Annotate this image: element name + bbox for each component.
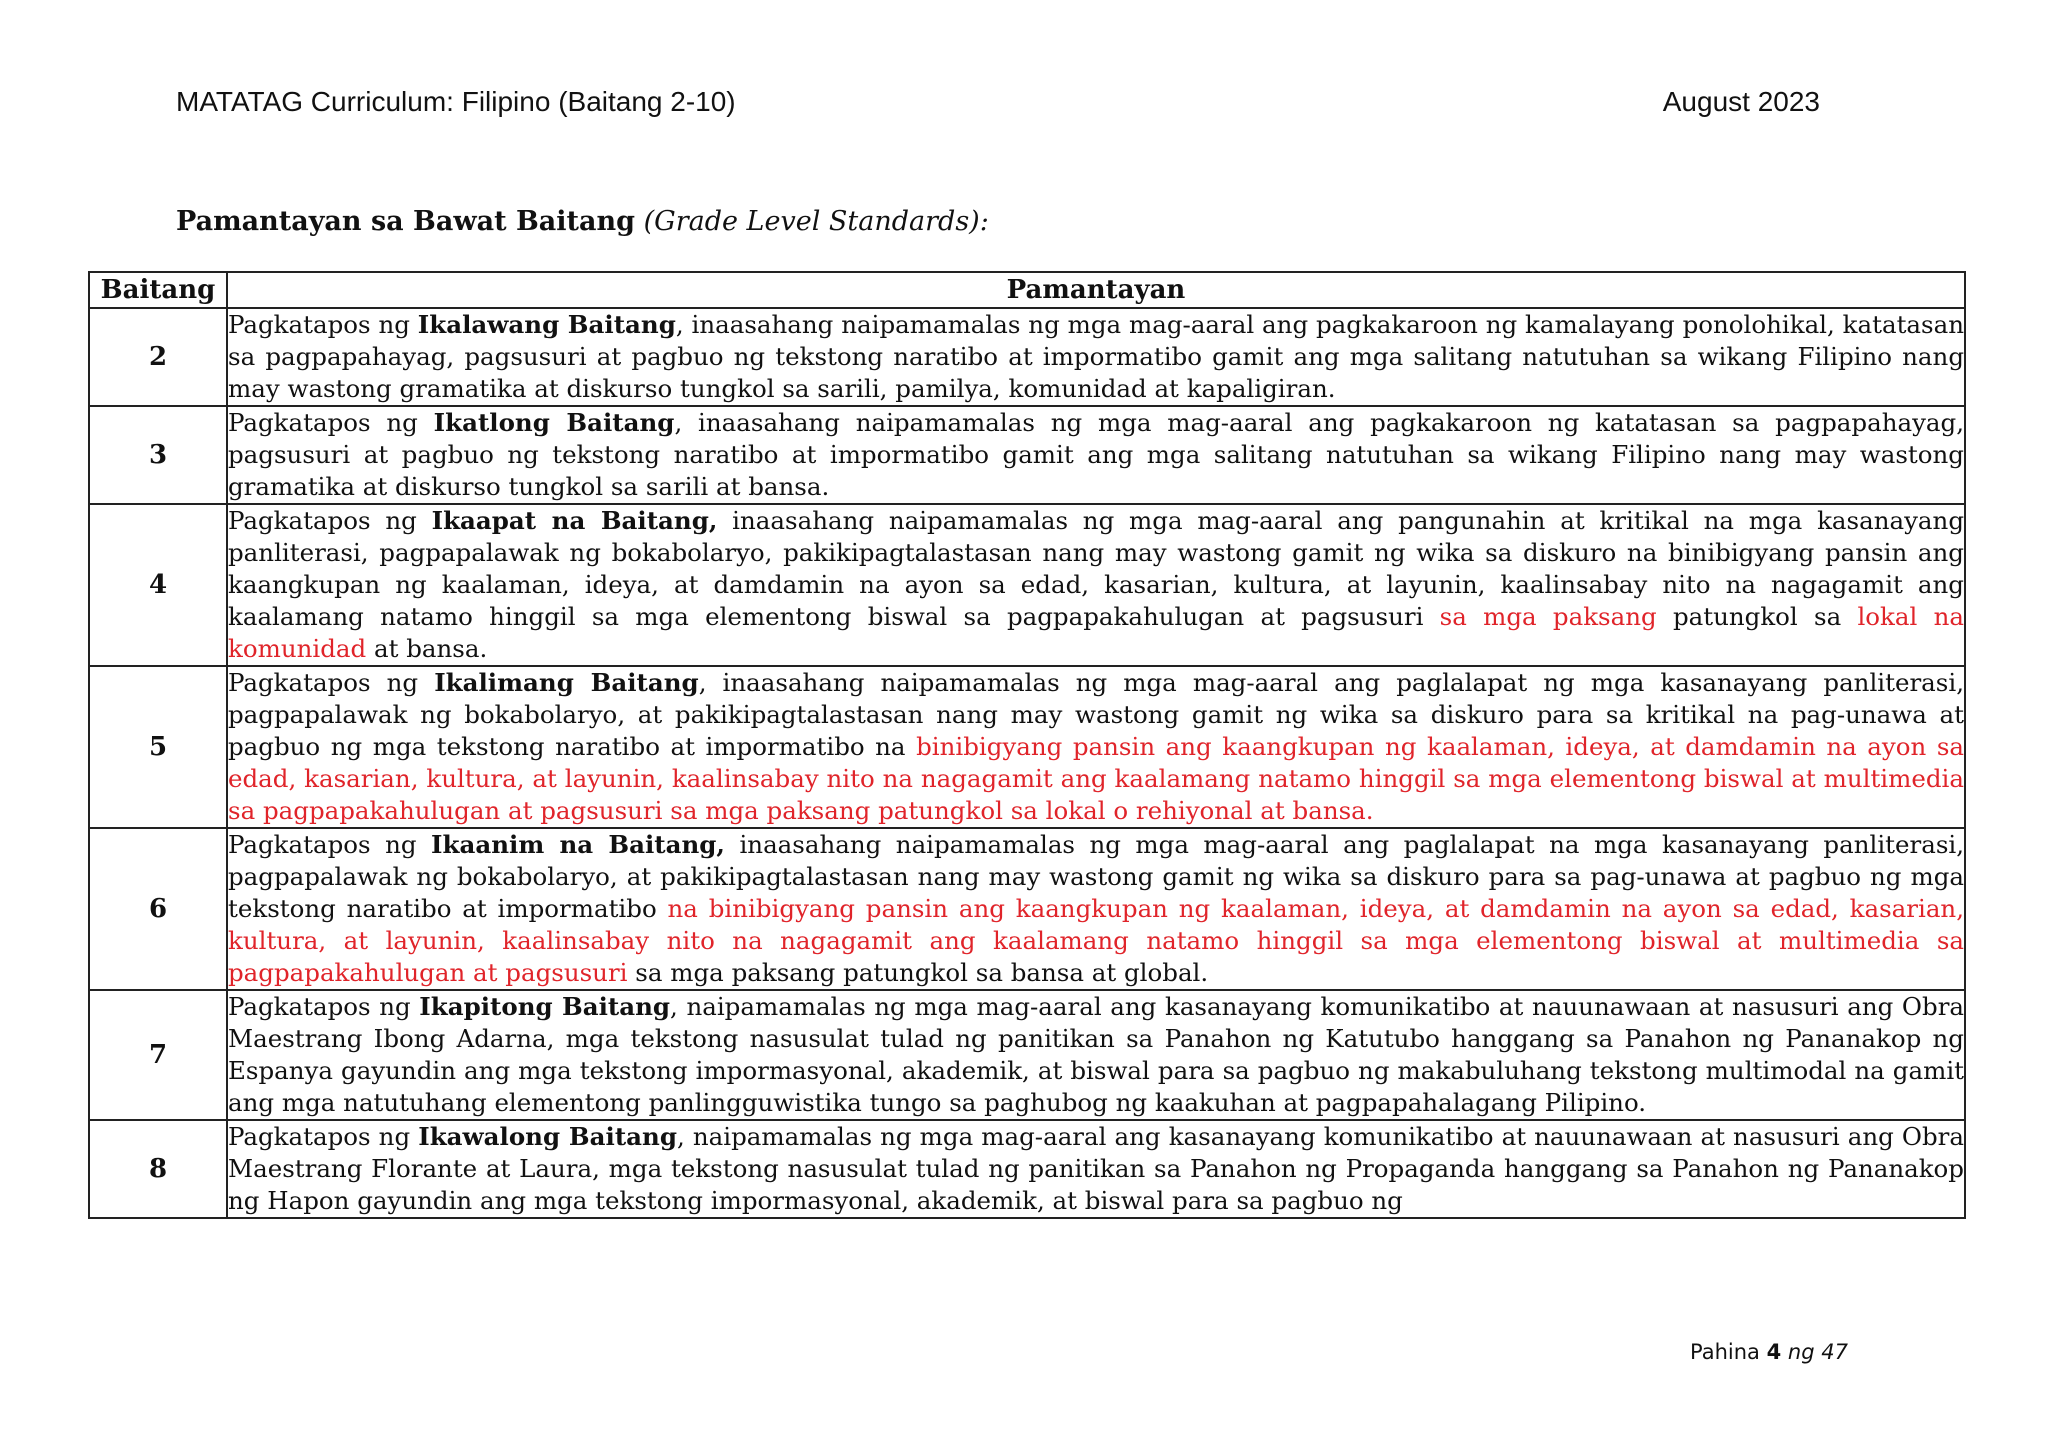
- standard-prefix: Pagkatapos ng: [228, 1122, 419, 1151]
- standard-text: inaasahang naipamamalas ng mga mag-aaral ang pangunahin at kritikal na mga kasanayang panliterasi, pagpapalawak ng bokabolaryo, pakikipagtalastasan nang may wastong gamit ng wika sa diskuro na binibigyang pansin ang kaangkupan ng kaalaman, ideya, at damdamin na ayon sa edad, kasarian, kultura, at layunin, kaalinsabay nito na nagagamit ang kaalamang natamo hinggil sa mga elementong biswal sa pagpapakahulugan at pagsusuri: [228, 506, 1964, 631]
- section-title-bold: Pamantayan sa Bawat Baitang: [176, 206, 636, 237]
- column-header-grade: Baitang: [89, 272, 227, 308]
- page-label: Pahina: [1690, 1340, 1760, 1364]
- grade-cell: 6: [89, 828, 227, 990]
- standard-text: , naipamamalas ng mga mag-aaral ang kasanayang komunikatibo at nauunawaan at nasusuri ang Obra Maestrang Ibong Adarna, mga tekstong nasusulat tulad ng panitikan sa Panahon ng Katutubo hanggang sa Panahon ng Pananakop ng Espanya gayundin ang mga tekstong impormasyonal, akademik, at biswal para sa pagbuo ng makabuluhang tekstong multimodal na gamit ang mga natutuhang elementong panlingguwistika tungo sa paghubog ng kaakuhan at pagpapahalagang Pilipino.: [228, 992, 1965, 1117]
- standard-grade-name: Ikawalong Baitang: [418, 1122, 677, 1151]
- page-current: 4: [1766, 1340, 1782, 1364]
- standard-highlight: binibigyang pansin ang kaangkupan ng kaalaman, ideya, at damdamin na ayon sa edad, kasarian, kultura, at layunin, kaalinsabay nito na nagagamit ang kaalamang natamo hinggil sa mga elementong biswal at multimedia sa pagpapakahulugan at pagsusuri sa mga paksang patungkol sa lokal o rehiyonal at bansa.: [228, 732, 1964, 825]
- standard-text: inaasahang naipamamalas ng mga mag-aaral ang paglalapat na mga kasanayang panliterasi, pagpapalawak ng bokabolaryo, at pakikipagtalastasan nang may wastong gamit ng wika sa diskuro para sa pag-unawa at pagbuo ng mga tekstong naratibo at impormatibo: [228, 830, 1965, 923]
- standard-grade-name: Ikalawang Baitang: [417, 310, 676, 339]
- standard-prefix: Pagkatapos ng: [228, 408, 434, 437]
- table-row: [89, 1120, 1965, 1218]
- grade-level-standards-table: [88, 271, 1966, 1219]
- grade-cell: 5: [89, 666, 227, 828]
- page-total: ng 47: [1787, 1340, 1848, 1364]
- standard-prefix: Pagkatapos ng: [228, 830, 432, 859]
- grade-cell: 3: [89, 406, 227, 504]
- standard-prefix: Pagkatapos ng: [228, 668, 435, 697]
- grade-cell: 4: [89, 504, 227, 666]
- standard-highlight: lokal na komunidad: [228, 602, 1964, 663]
- standard-text: , naipamamalas ng mga mag-aaral ang kasanayang komunikatibo at nauunawaan at nasusuri ang Obra Maestrang Florante at Laura, mga tekstong nasusulat tulad ng panitikan sa Panahon ng Propaganda hanggang sa Panahon ng Pananakop ng Hapon gayundin ang mga tekstong impormasyonal, akademik, at biswal para sa pagbuo ng: [228, 1122, 1964, 1215]
- document-header-title: MATATAG Curriculum: Filipino (Baitang 2-10): [176, 86, 736, 117]
- section-title-italic: (Grade Level Standards):: [643, 206, 989, 237]
- document-header-date: August 2023: [1662, 86, 1820, 117]
- column-header-standard: Pamantayan: [227, 272, 1965, 308]
- table-row: [89, 504, 1965, 666]
- standard-prefix: Pagkatapos ng: [228, 506, 432, 535]
- standard-text: , inaasahang naipamamalas ng mga mag-aaral ang paglalapat ng mga kasanayang panliterasi, pagpapalawak ng bokabolaryo, at pakikipagtalastasan nang may wastong gamit ng wika sa diskuro para sa kritikal na pag-unawa at pagbuo ng mga tekstong naratibo at impormatibo na: [228, 668, 1964, 761]
- standard-grade-name: Ikalimang Baitang: [434, 668, 699, 697]
- grade-cell: 7: [89, 990, 227, 1120]
- table-header-row: [89, 272, 1965, 308]
- section-title: [176, 206, 989, 237]
- standard-prefix: Pagkatapos ng: [228, 310, 418, 339]
- table-row: [89, 990, 1965, 1120]
- standard-grade-name: Ikapitong Baitang: [419, 992, 671, 1021]
- standard-cell: [227, 504, 1965, 666]
- standard-grade-name: Ikaapat na Baitang,: [431, 506, 718, 535]
- standard-grade-name: Ikatlong Baitang: [433, 408, 675, 437]
- standard-text: , inaasahang naipamamalas ng mga mag-aaral ang pagkakaroon ng katatasan sa pagpapahayag, pagsusuri at pagbuo ng tekstong naratibo at impormatibo gamit ang mga salitang natutuhan sa wikang Filipino nang may wastong gramatika at diskurso tungkol sa sarili at bansa.: [228, 408, 1965, 501]
- standard-text-mid: patungkol sa: [1656, 602, 1858, 631]
- page-number: [1690, 1340, 1848, 1364]
- grade-cell: 2: [89, 308, 227, 406]
- standard-text: , inaasahang naipamamalas ng mga mag-aaral ang pagkakaroon ng kamalayang ponolohikal, katatasan sa pagpapahayag, pagsusuri at pagbuo ng tekstong naratibo at impormatibo gamit ang mga salitang natutuhan sa wikang Filipino nang may wastong gramatika at diskurso tungkol sa sarili, pamilya, komunidad at kapaligiran.: [228, 310, 1964, 403]
- standard-cell: [227, 406, 1965, 504]
- grade-cell: 8: [89, 1120, 227, 1218]
- standard-cell: [227, 828, 1965, 990]
- standard-highlight: na binibigyang pansin ang kaangkupan ng kaalaman, ideya, at damdamin na ayon sa edad, kasarian, kultura, at layunin, kaalinsabay nito na nagagamit ang kaalamang natamo hinggil sa mga elementong biswal at multimedia sa pagpapakahulugan at pagsusuri: [228, 894, 1965, 987]
- standard-prefix: Pagkatapos ng: [228, 992, 420, 1021]
- table-row: [89, 406, 1965, 504]
- standard-text-end: sa mga paksang patungkol sa bansa at global.: [627, 958, 1209, 987]
- standard-grade-name: Ikaanim na Baitang,: [431, 830, 725, 859]
- standard-cell: [227, 990, 1965, 1120]
- standard-clip: [228, 1121, 1964, 1216]
- table-row: [89, 828, 1965, 990]
- standard-cell: [227, 308, 1965, 406]
- standard-cell: [227, 1120, 1965, 1218]
- standard-highlight: sa mga paksang: [1439, 602, 1657, 631]
- standard-text-end: at bansa.: [366, 634, 488, 663]
- table-row: [89, 666, 1965, 828]
- standard-cell: [227, 666, 1965, 828]
- table-row: [89, 308, 1965, 406]
